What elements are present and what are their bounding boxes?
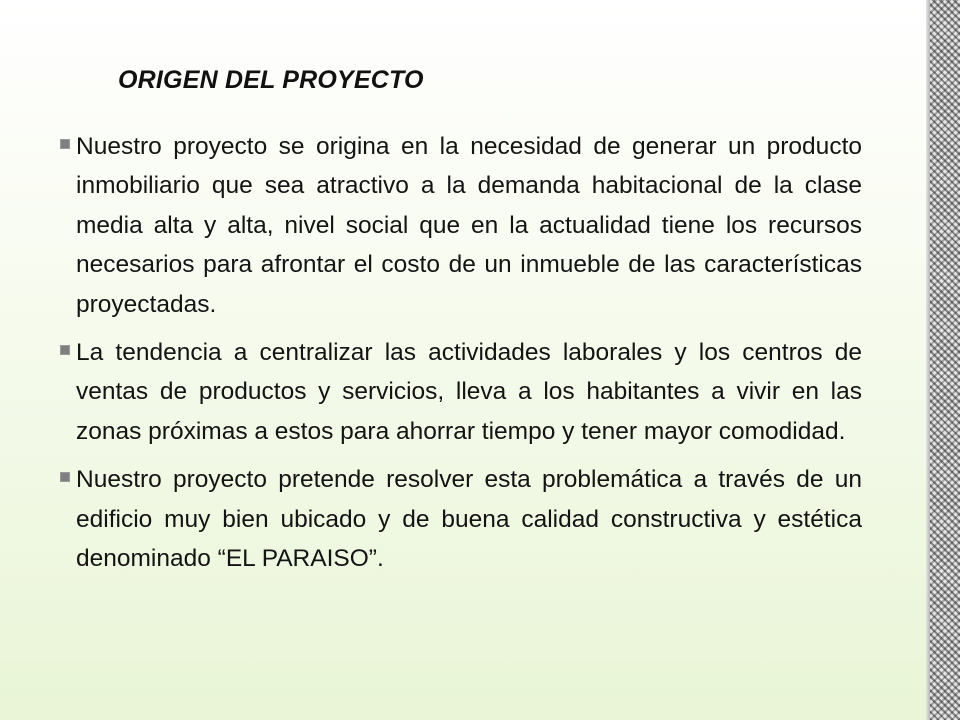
- bullet-text: La tendencia a centralizar las actividades laborales y los centros de ventas de productos y servicios, lleva a los habitantes a vivir en las zonas próximas a estos para ahorrar tiempo y tener mayor comodidad.: [76, 339, 862, 445]
- decorative-edge-strip: [930, 0, 960, 720]
- square-bullet-icon: [60, 139, 70, 149]
- bullet-list: [56, 127, 862, 587]
- bullet-item: [56, 127, 862, 324]
- slide-title: ORIGEN DEL PROYECTO: [118, 66, 424, 94]
- bullet-text: Nuestro proyecto pretende resolver esta problemática a través de un edificio muy bien ubicado y de buena calidad constructiva y estética denominado “EL PARAISO”.: [76, 466, 862, 573]
- square-bullet-icon: [60, 345, 70, 355]
- bullet-text: Nuestro proyecto se origina en la necesidad de generar un producto inmobiliario que sea atractivo a la demanda habitacional de la clase media alta y alta, nivel social que en la actualidad tiene los recursos necesarios para afrontar el costo de un inmueble de las características proyectadas.: [76, 133, 862, 318]
- bullet-item: [56, 460, 862, 578]
- bullet-item: [56, 333, 862, 451]
- square-bullet-icon: [60, 472, 70, 482]
